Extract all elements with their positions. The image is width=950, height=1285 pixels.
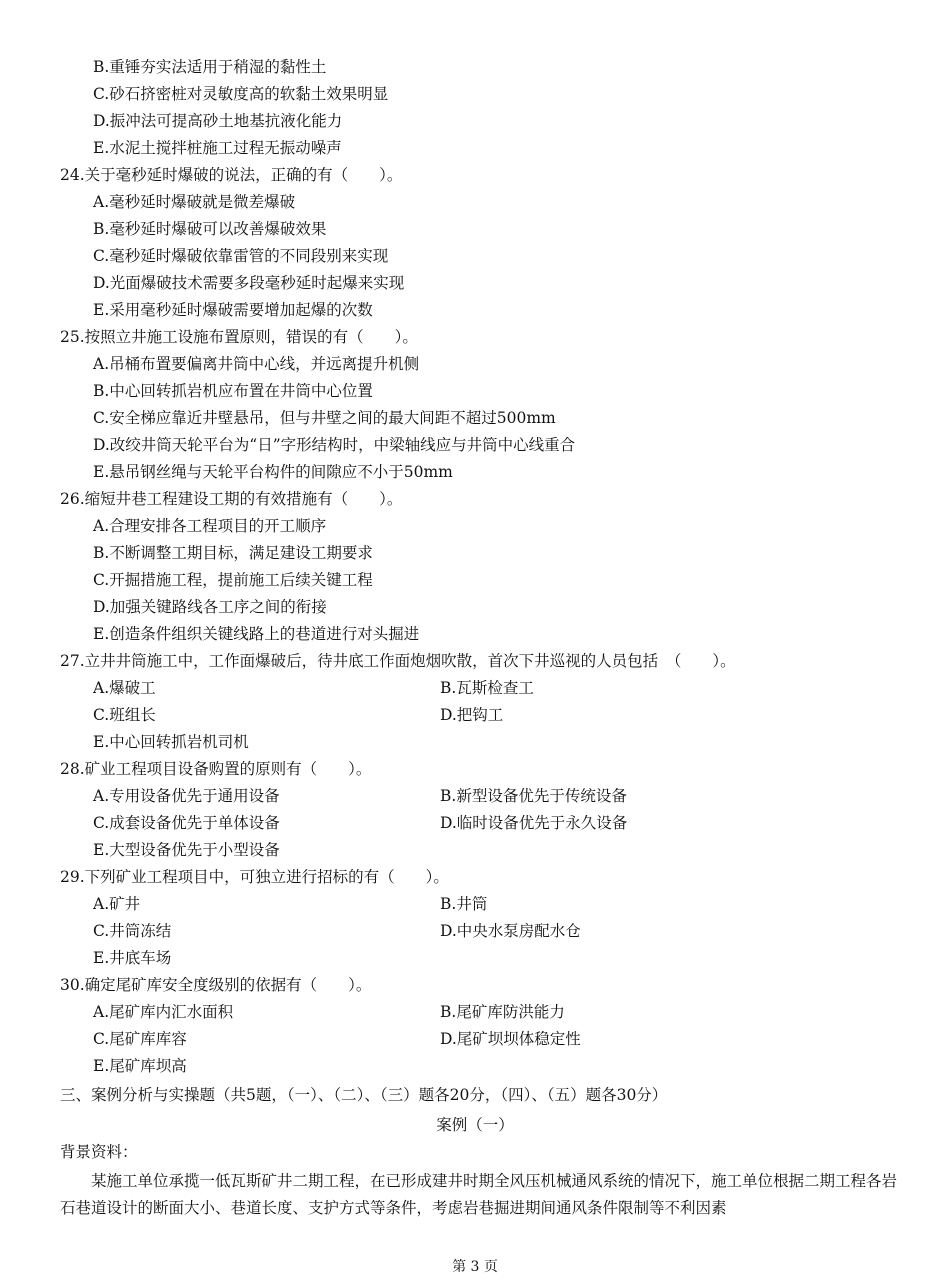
option-e-q27: E.中心回转抓岩机司机 — [93, 733, 249, 751]
option-c-q23: C.砂石挤密桩对灵敏度高的软黏土效果明显 — [93, 85, 389, 103]
option-d-q24: D.光面爆破技术需要多段毫秒延时起爆来实现 — [93, 274, 405, 292]
option-c-q28: C.成套设备优先于单体设备 — [93, 814, 280, 832]
question-24: 24.关于毫秒延时爆破的说法，正确的有（ ）。 — [60, 166, 403, 184]
option-e-q25: E.悬吊钢丝绳与天轮平台构件的间隙应不小于50mm — [93, 463, 453, 481]
option-c-q26: C.开掘措施工程，提前施工后续关键工程 — [93, 571, 373, 589]
case-title: 案例（一） — [436, 1116, 514, 1134]
option-a-q25: A.吊桶布置要偏离井筒中心线，并远离提升机侧 — [93, 355, 420, 373]
option-e-q26: E.创造条件组织关键线路上的巷道进行对头掘进 — [93, 625, 420, 643]
question-25: 25.按照立井施工设施布置原则，错误的有（ ）。 — [60, 328, 418, 346]
question-28: 28.矿业工程项目设备购置的原则有（ ）。 — [60, 760, 372, 778]
option-c-q25: C.安全梯应靠近井壁悬吊，但与井壁之间的最大间距不超过500mm — [93, 409, 556, 427]
option-a-q29: A.矿井 — [93, 895, 141, 913]
option-b-q29: B.井筒 — [440, 895, 488, 913]
option-c-q29: C.井筒冻结 — [93, 922, 172, 940]
option-e-q24: E.采用毫秒延时爆破需要增加起爆的次数 — [93, 301, 373, 319]
question-30: 30.确定尾矿库安全度级别的依据有（ ）。 — [60, 976, 372, 994]
option-d-q27: D.把钩工 — [440, 706, 504, 724]
option-d-q23: D.振冲法可提高砂土地基抗液化能力 — [93, 112, 343, 130]
option-b-q23: B.重锤夯实法适用于稍湿的黏性土 — [93, 58, 327, 76]
option-b-q30: B.尾矿库防洪能力 — [440, 1003, 565, 1021]
option-a-q27: A.爆破工 — [93, 679, 156, 697]
question-26: 26.缩短井巷工程建设工期的有效措施有（ ）。 — [60, 490, 403, 508]
option-c-q24: C.毫秒延时爆破依靠雷管的不同段别来实现 — [93, 247, 389, 265]
page-number: 第 3 页 — [452, 1259, 498, 1275]
option-c-q30: C.尾矿库库容 — [93, 1030, 187, 1048]
option-d-q30: D.尾矿坝坝体稳定性 — [440, 1030, 581, 1048]
option-e-q29: E.井底车场 — [93, 949, 172, 967]
option-b-q28: B.新型设备优先于传统设备 — [440, 787, 627, 805]
option-b-q25: B.中心回转抓岩机应布置在井筒中心位置 — [93, 382, 373, 400]
question-29: 29.下列矿业工程项目中，可独立进行招标的有（ ）。 — [60, 868, 449, 886]
option-a-q26: A.合理安排各工程项目的开工顺序 — [93, 517, 327, 535]
option-b-q26: B.不断调整工期目标，满足建设工期要求 — [93, 544, 373, 562]
option-d-q28: D.临时设备优先于永久设备 — [440, 814, 628, 832]
option-b-q24: B.毫秒延时爆破可以改善爆破效果 — [93, 220, 327, 238]
option-d-q29: D.中央水泵房配水仓 — [440, 922, 581, 940]
section-3-heading: 三、案例分析与实操题（共5题，（一）、（二）、（三）题各20分，（四）、（五）题各30分） — [60, 1086, 668, 1104]
option-d-q25: D.改绞井筒天轮平台为“日”字形结构时，中梁轴线应与井筒中心线重合 — [93, 436, 576, 454]
option-a-q28: A.专用设备优先于通用设备 — [93, 787, 280, 805]
option-e-q30: E.尾矿库坝高 — [93, 1057, 187, 1075]
option-a-q24: A.毫秒延时爆破就是微差爆破 — [93, 193, 296, 211]
option-c-q27: C.班组长 — [93, 706, 156, 724]
background-paragraph: 某施工单位承揽一低瓦斯矿井二期工程，在已形成建井时期全风压机械通风系统的情况下，施工单位根据二期工程各岩石巷道设计的断面大小、巷道长度、支护方式等条件，考虑岩巷掘进期间通风条件限制等不利因素 — [60, 1172, 898, 1217]
background-label: 背景资料： — [60, 1143, 138, 1161]
question-27: 27.立井井筒施工中，工作面爆破后，待井底工作面炮烟吹散，首次下井巡视的人员包括 （ ）。 — [60, 652, 736, 670]
option-a-q30: A.尾矿库内汇水面积 — [93, 1003, 234, 1021]
option-e-q23: E.水泥土搅拌桩施工过程无振动噪声 — [93, 139, 342, 157]
option-e-q28: E.大型设备优先于小型设备 — [93, 841, 280, 859]
option-b-q27: B.瓦斯检查工 — [440, 679, 534, 697]
option-d-q26: D.加强关键路线各工序之间的衔接 — [93, 598, 327, 616]
